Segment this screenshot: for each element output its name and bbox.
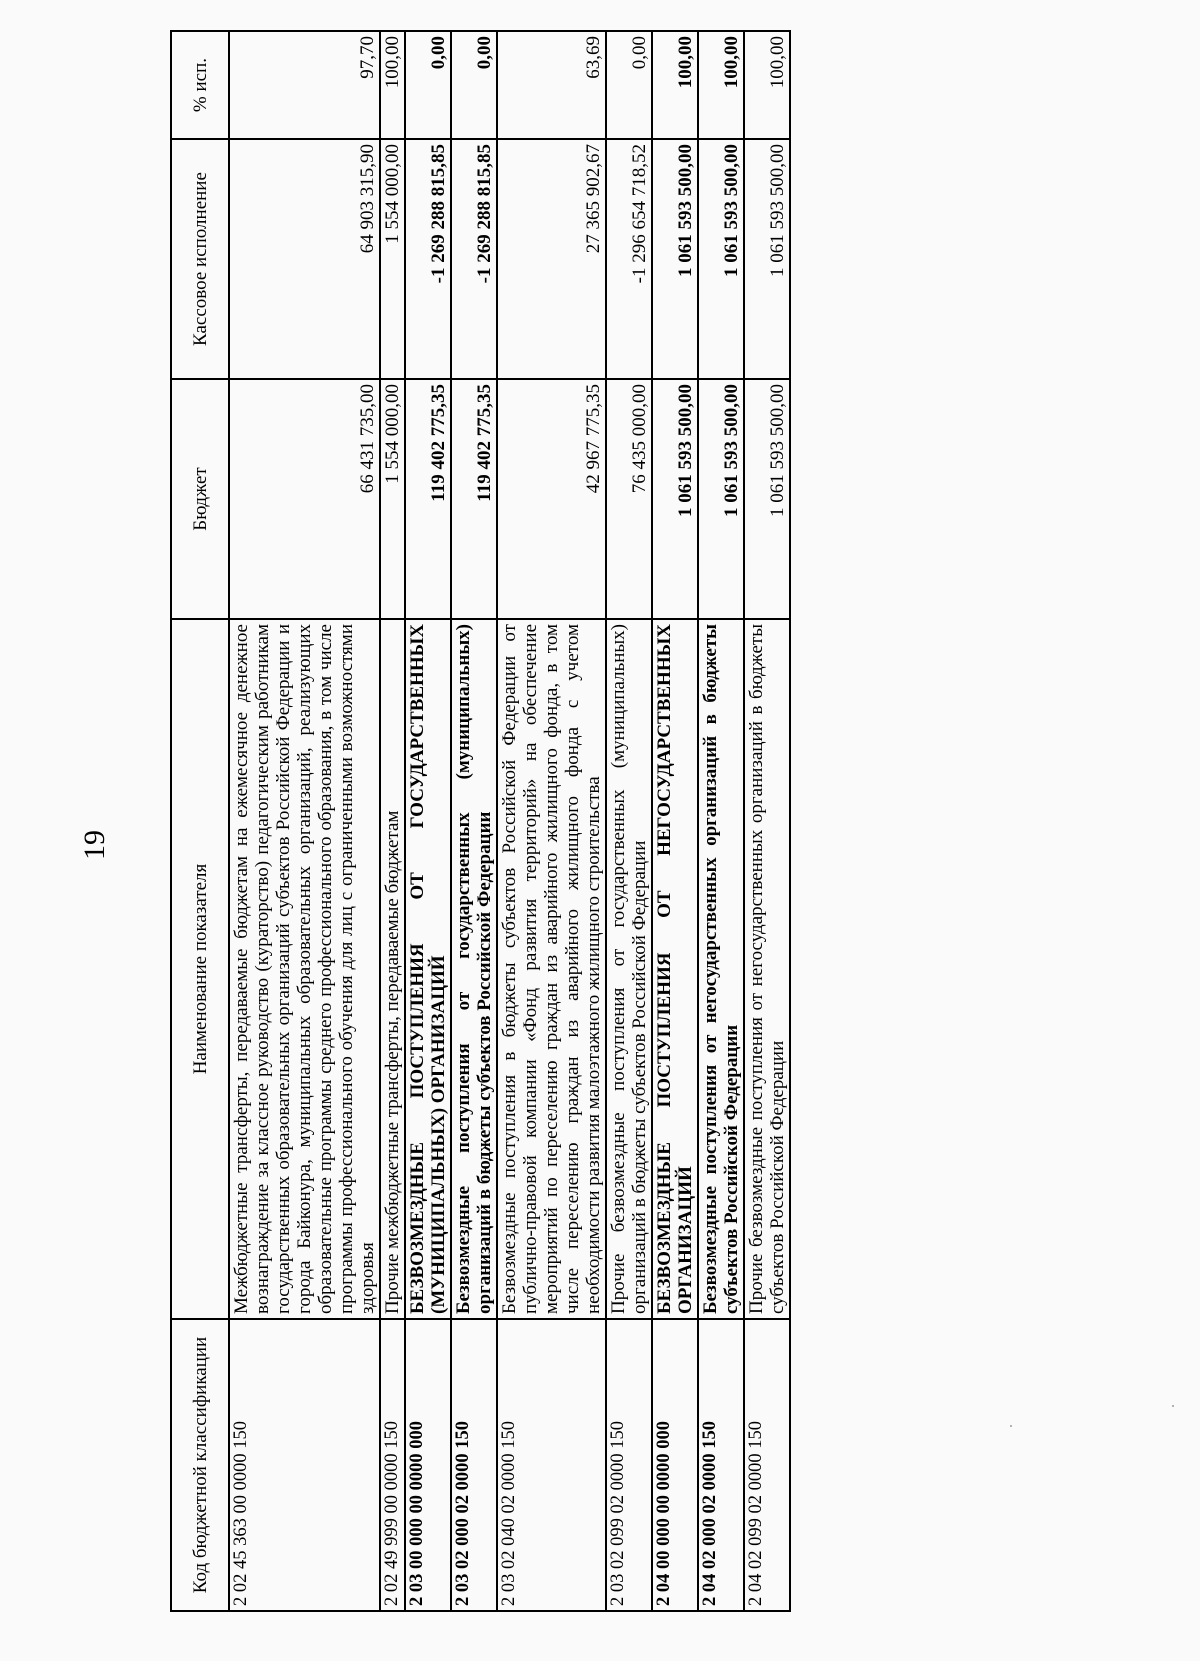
row-percent: 100,00 (698, 31, 744, 139)
budget-table-rotated (170, 32, 1030, 1612)
row-budget: 42 967 775,35 (497, 379, 606, 619)
row-execution: 1 554 000,00 (380, 139, 405, 379)
row-execution: -1 269 288 815,85 (405, 139, 451, 379)
table-row (405, 31, 451, 1611)
row-percent: 63,69 (497, 31, 606, 139)
row-name: Прочие межбюджетные трансферты, передаваемые бюджетам (380, 619, 405, 1319)
row-execution: 64 903 315,90 (229, 139, 380, 379)
row-name: Прочие безвозмездные поступления от государственных (муниципальных) организаций в бюджеты субъектов Российской Федерации (606, 619, 652, 1319)
table-header-row (171, 31, 229, 1611)
row-percent: 100,00 (652, 31, 698, 139)
row-percent: 0,00 (405, 31, 451, 139)
row-name: Межбюджетные трансферты, передаваемые бюджетам на ежемесячное денежное вознаграждение за классное руководство (кураторство) педагогическим работникам государственных образовательных организаций субъектов Российской Федерации и города Байконура, муниципальных образовательных организаций, реализующих образовательные программы среднего профессионального образования, в том числе программы профессионального обучения для лиц с ограниченными возможностями здоровья (229, 619, 380, 1319)
row-code: 2 03 02 099 02 0000 150 (606, 1319, 652, 1611)
table-row (652, 31, 698, 1611)
table-row (606, 31, 652, 1611)
row-execution: 1 061 593 500,00 (744, 139, 790, 379)
row-budget: 1 061 593 500,00 (652, 379, 698, 619)
table-row (451, 31, 497, 1611)
header-percent: % исп. (171, 31, 229, 139)
table-row (497, 31, 606, 1611)
table-row (380, 31, 405, 1611)
header-execution: Кассовое исполнение (171, 139, 229, 379)
header-code: Код бюджетной классификации (171, 1319, 229, 1611)
scan-speck (1172, 1405, 1174, 1407)
scan-speck (1010, 1425, 1012, 1427)
row-name: Безвозмездные поступления от государственных (муниципальных) организаций в бюджеты субъектов Российской Федерации (451, 619, 497, 1319)
row-percent: 100,00 (380, 31, 405, 139)
row-execution: -1 296 654 718,52 (606, 139, 652, 379)
row-execution: 1 061 593 500,00 (652, 139, 698, 379)
table-row (229, 31, 380, 1611)
table-row (744, 31, 790, 1611)
row-budget: 76 435 000,00 (606, 379, 652, 619)
row-budget: 119 402 775,35 (405, 379, 451, 619)
row-budget: 119 402 775,35 (451, 379, 497, 619)
row-percent: 97,70 (229, 31, 380, 139)
row-code: 2 03 02 000 02 0000 150 (451, 1319, 497, 1611)
page-number: 19 (78, 830, 111, 860)
row-code: 2 03 00 000 00 0000 000 (405, 1319, 451, 1611)
header-name: Наименование показателя (171, 619, 229, 1319)
table-row (698, 31, 744, 1611)
row-code: 2 02 45 363 00 0000 150 (229, 1319, 380, 1611)
row-percent: 0,00 (606, 31, 652, 139)
row-budget: 66 431 735,00 (229, 379, 380, 619)
row-name: Прочие безвозмездные поступления от негосударственных организаций в бюджеты субъектов Российской Федерации (744, 619, 790, 1319)
row-code: 2 04 00 000 00 0000 000 (652, 1319, 698, 1611)
row-name: Безвозмездные поступления от негосударственных организаций в бюджеты субъектов Российской Федерации (698, 619, 744, 1319)
row-budget: 1 554 000,00 (380, 379, 405, 619)
budget-execution-table (170, 30, 791, 1612)
row-code: 2 03 02 040 02 0000 150 (497, 1319, 606, 1611)
row-execution: 27 365 902,67 (497, 139, 606, 379)
row-budget: 1 061 593 500,00 (698, 379, 744, 619)
row-code: 2 02 49 999 00 0000 150 (380, 1319, 405, 1611)
row-budget: 1 061 593 500,00 (744, 379, 790, 619)
header-budget: Бюджет (171, 379, 229, 619)
row-code: 2 04 02 099 02 0000 150 (744, 1319, 790, 1611)
row-execution: 1 061 593 500,00 (698, 139, 744, 379)
row-percent: 100,00 (744, 31, 790, 139)
row-name: Безвозмездные поступления в бюджеты субъектов Российской Федерации от публично-правовой компании «Фонд развития территорий» на обеспечение мероприятий по переселению граждан из аварийного жилищного фонда, в том числе переселению граждан из аварийного жилищного фонда с учетом необходимости развития малоэтажного жилищного строительства (497, 619, 606, 1319)
row-execution: -1 269 288 815,85 (451, 139, 497, 379)
row-name: БЕЗВОЗМЕЗДНЫЕ ПОСТУПЛЕНИЯ ОТ НЕГОСУДАРСТВЕННЫХ ОРГАНИЗАЦИЙ (652, 619, 698, 1319)
row-percent: 0,00 (451, 31, 497, 139)
row-name: БЕЗВОЗМЕЗДНЫЕ ПОСТУПЛЕНИЯ ОТ ГОСУДАРСТВЕННЫХ (МУНИЦИПАЛЬНЫХ) ОРГАНИЗАЦИЙ (405, 619, 451, 1319)
row-code: 2 04 02 000 02 0000 150 (698, 1319, 744, 1611)
